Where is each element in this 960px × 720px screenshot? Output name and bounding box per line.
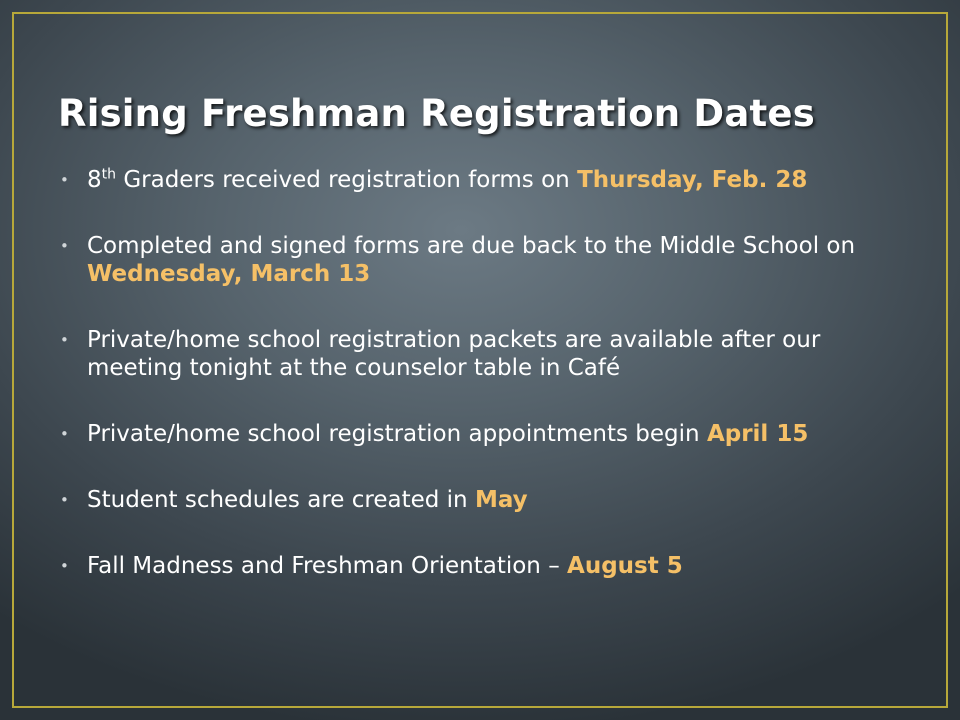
highlight-date: May	[474, 487, 528, 513]
bullet-item	[60, 486, 910, 514]
highlight-date: April 15	[706, 421, 809, 447]
bullet-dot-icon: •	[60, 491, 69, 509]
bullet-text-ordinal: 8	[87, 167, 102, 193]
bullet-item	[60, 420, 910, 448]
bullet-dot-icon: •	[60, 557, 69, 575]
bullet-item	[60, 232, 910, 288]
highlight-date: August 5	[567, 553, 683, 579]
bullet-dot-icon: •	[60, 425, 69, 443]
bullet-dot-icon: •	[60, 237, 69, 255]
bullet-text: Completed and signed forms are due back to the Middle School on	[87, 233, 856, 259]
bullet-text: Graders received registration forms on	[116, 167, 578, 193]
bullet-text: Private/home school registration packets are available after our meeting tonight at the counselor table in Café	[87, 327, 821, 381]
bullet-text: Private/home school registration appointments begin	[87, 421, 707, 447]
slide-title: Rising Freshman Registration Dates	[58, 92, 815, 135]
bullet-item	[60, 166, 910, 194]
bullet-item	[60, 552, 910, 580]
highlight-date: Thursday, Feb. 28	[577, 167, 808, 193]
bullet-list	[60, 166, 910, 618]
bullet-dot-icon: •	[60, 171, 69, 189]
bullet-text: Student schedules are created in	[87, 487, 475, 513]
bullet-text: Fall Madness and Freshman Orientation –	[87, 553, 568, 579]
highlight-date: Wednesday, March 13	[87, 261, 371, 287]
bullet-item	[60, 326, 910, 382]
bullet-dot-icon: •	[60, 331, 69, 349]
bullet-text-superscript: th	[101, 166, 117, 183]
